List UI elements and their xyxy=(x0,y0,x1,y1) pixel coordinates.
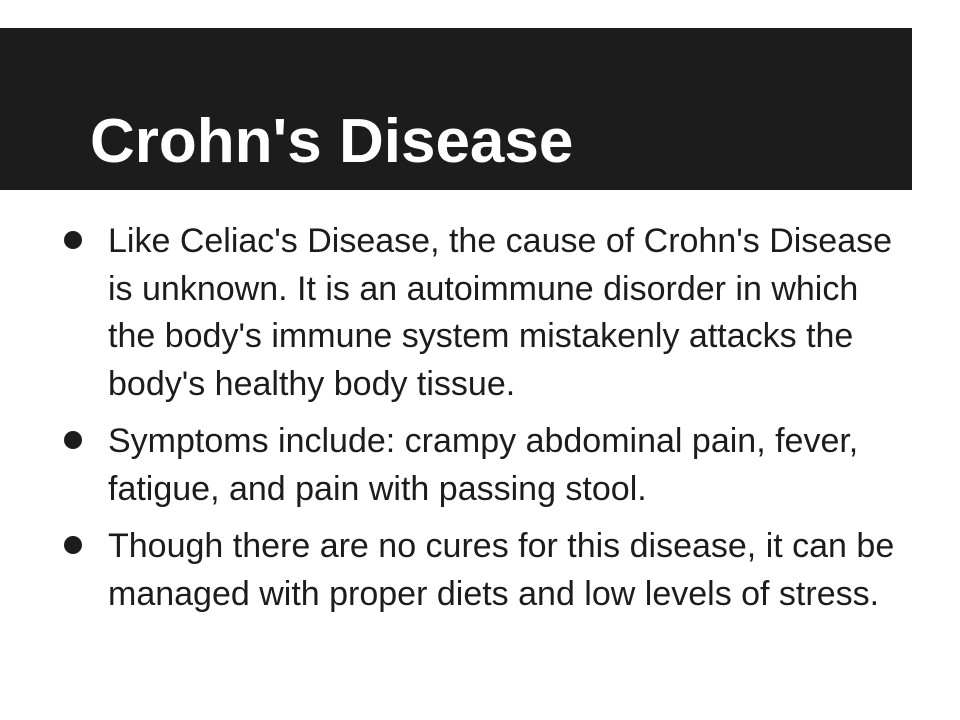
bullet-dot-icon xyxy=(64,431,82,449)
bullet-text: Though there are no cures for this disease, it can be managed with proper diets and low levels of stress. xyxy=(108,527,895,613)
bullet-list xyxy=(58,218,908,628)
bullet-item xyxy=(58,523,908,618)
bullet-item xyxy=(58,218,908,408)
bullet-dot-icon xyxy=(64,231,82,249)
bullet-item xyxy=(58,418,908,513)
bullet-text: Symptoms include: crampy abdominal pain, fever, fatigue, and pain with passing stool. xyxy=(108,422,859,508)
slide-title: Crohn's Disease xyxy=(90,107,574,176)
bullet-dot-icon xyxy=(64,536,82,554)
bullet-text: Like Celiac's Disease, the cause of Crohn's Disease is unknown. It is an autoimmune disorder in which the body's immune system mistakenly attacks the body's healthy body tissue. xyxy=(108,222,893,403)
